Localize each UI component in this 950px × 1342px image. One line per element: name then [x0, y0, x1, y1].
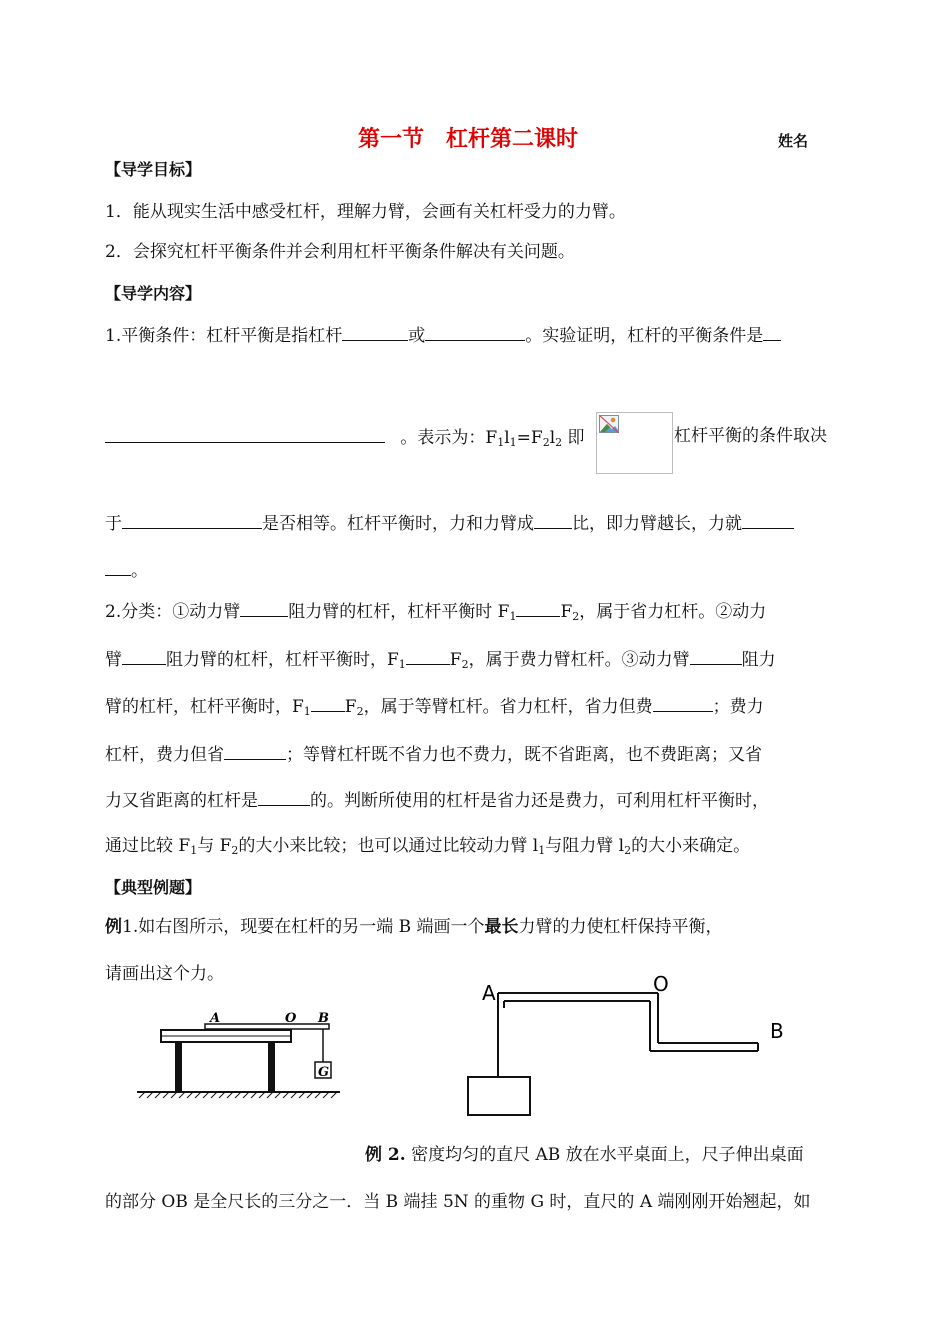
- emphasis: 最长: [484, 917, 519, 937]
- subscript: 1: [303, 705, 311, 718]
- text: ，属于等臂杠杆。省力杠杆，省力但费: [363, 697, 653, 717]
- text: F: [344, 697, 357, 717]
- text: 通过比较 F: [105, 836, 191, 856]
- blank[interactable]: [342, 322, 408, 341]
- text: 。表示为：F: [400, 428, 498, 448]
- blank[interactable]: [516, 598, 560, 617]
- label-g: G: [318, 1065, 330, 1080]
- text: 即: [562, 428, 585, 448]
- goal-item-1: 1．能从现实生活中感受杠杆，理解力臂，会画有关杠杆受力的力臂。: [105, 202, 626, 222]
- blank[interactable]: [742, 510, 794, 529]
- bent-lever-figure: [460, 970, 800, 1125]
- text: 与阻力臂 l: [545, 836, 625, 856]
- blank[interactable]: [406, 646, 450, 665]
- para1-line1: [105, 322, 781, 348]
- lever-label-a: A: [482, 981, 496, 1005]
- text: 与 F: [197, 836, 232, 856]
- goals-heading: 【导学目标】: [105, 160, 202, 179]
- example2-line1: [365, 1143, 804, 1167]
- lever-label-b: B: [770, 1019, 784, 1043]
- broken-image-placeholder: [596, 412, 673, 474]
- text: 1.平衡条件：杠杆平衡是指杠杆: [105, 326, 343, 346]
- text: 力又省距离的杠杆是: [105, 791, 258, 811]
- para2-line6: [105, 834, 750, 863]
- example1-label: 例: [105, 917, 122, 937]
- blank[interactable]: [224, 741, 286, 760]
- subscript: 2: [356, 705, 364, 718]
- para2-line2: [105, 646, 776, 677]
- text: 力臂的力使杠杆保持平衡，: [518, 917, 723, 937]
- text: ；等臂杠杆既不省力也不费力，既不省距离，也不费距离；又省: [286, 745, 762, 765]
- para1-line4: [105, 557, 148, 583]
- text: 。: [131, 561, 148, 581]
- para1-line2-end: 杠杆平衡的条件取决: [674, 426, 827, 446]
- blank[interactable]: [425, 322, 525, 341]
- text: 2.分类：①动力臂: [105, 602, 241, 622]
- table-ruler-figure: [135, 1000, 345, 1105]
- example2-label: 例 2.: [365, 1145, 406, 1165]
- subscript: 2: [231, 844, 239, 857]
- text: 1.如右图所示，现要在杠杆的另一端 B 端画一个: [122, 917, 485, 937]
- subscript: 1: [509, 610, 517, 623]
- subscript: 1: [398, 658, 406, 671]
- text: ，属于省力杠杆。②动力: [579, 602, 767, 622]
- para1-line2: [105, 424, 585, 455]
- text: 阻力臂的杠杆，杠杆平衡时，F: [166, 650, 399, 670]
- text: 是否相等。杠杆平衡时，力和力臂成: [262, 514, 534, 534]
- subscript: 2: [572, 610, 580, 623]
- blank[interactable]: [122, 510, 262, 529]
- blank[interactable]: [258, 787, 310, 806]
- name-label: 姓名: [778, 132, 809, 150]
- text: F: [449, 650, 462, 670]
- text: l: [504, 428, 510, 448]
- text: 的大小来比较；也可以通过比较动力臂 l: [238, 836, 539, 856]
- label-a: A: [210, 1011, 221, 1026]
- text: 的。判断所使用的杠杆是省力还是费力，可利用杠杆平衡时，: [310, 791, 769, 811]
- label-b: B: [318, 1011, 329, 1026]
- subscript: 1: [509, 436, 517, 449]
- text: 臂的杠杆，杠杆平衡时，F: [105, 697, 304, 717]
- blank[interactable]: [653, 693, 713, 712]
- text: ，属于费力臂杠杆。③动力臂: [468, 650, 690, 670]
- blank[interactable]: [763, 322, 781, 341]
- subscript: 2: [555, 436, 563, 449]
- para2-line3: [105, 693, 764, 724]
- example2-line2: 的部分 OB 是全尺长的三分之一．当 B 端挂 5N 的重物 G 时，直尺的 A 端刚刚开始翘起，如: [105, 1192, 811, 1212]
- example1-line1: [105, 915, 723, 939]
- subscript: 1: [190, 844, 198, 857]
- para2-line5: [105, 787, 769, 813]
- text: 比，即力臂越长，力就: [572, 514, 742, 534]
- label-o: O: [285, 1011, 297, 1026]
- blank[interactable]: [690, 646, 742, 665]
- blank[interactable]: [534, 510, 572, 529]
- text: ；费力: [712, 697, 764, 717]
- blank[interactable]: [240, 598, 288, 617]
- content-heading: 【导学内容】: [105, 284, 202, 303]
- subscript: 2: [542, 436, 550, 449]
- blank[interactable]: [311, 693, 345, 712]
- text: 于: [105, 514, 122, 534]
- goal-item-2: 2．会探究杠杆平衡条件并会利用杠杆平衡条件解决有关问题。: [105, 242, 575, 262]
- text: 。实验证明，杠杆的平衡条件是: [525, 326, 764, 346]
- text: 或: [408, 326, 426, 346]
- broken-image-icon: [599, 415, 619, 433]
- para1-line3: [105, 510, 794, 536]
- para2-line1: [105, 598, 766, 629]
- examples-heading: 【典型例题】: [105, 878, 202, 897]
- page-title: 第一节 杠杆第二课时: [358, 127, 579, 152]
- text: 杠杆，费力但省: [105, 745, 224, 765]
- para2-line4: [105, 741, 762, 767]
- blank[interactable]: [105, 424, 385, 443]
- text: F: [560, 602, 573, 622]
- text: 的大小来确定。: [631, 836, 751, 856]
- text: 臂: [105, 650, 122, 670]
- blank[interactable]: [105, 557, 131, 576]
- blank[interactable]: [122, 646, 166, 665]
- text: =F: [516, 428, 543, 448]
- text: 密度均匀的直尺 AB 放在水平桌面上，尺子伸出桌面: [405, 1145, 804, 1165]
- text: l: [549, 428, 556, 448]
- subscript: 1: [497, 436, 505, 449]
- lever-label-o: O: [653, 972, 669, 996]
- subscript: 2: [624, 844, 632, 857]
- text: 阻力: [741, 650, 776, 670]
- text: 阻力臂的杠杆，杠杆平衡时 F: [288, 602, 510, 622]
- subscript: 1: [538, 844, 546, 857]
- example1-line2: 请画出这个力。: [105, 964, 224, 984]
- subscript: 2: [461, 658, 469, 671]
